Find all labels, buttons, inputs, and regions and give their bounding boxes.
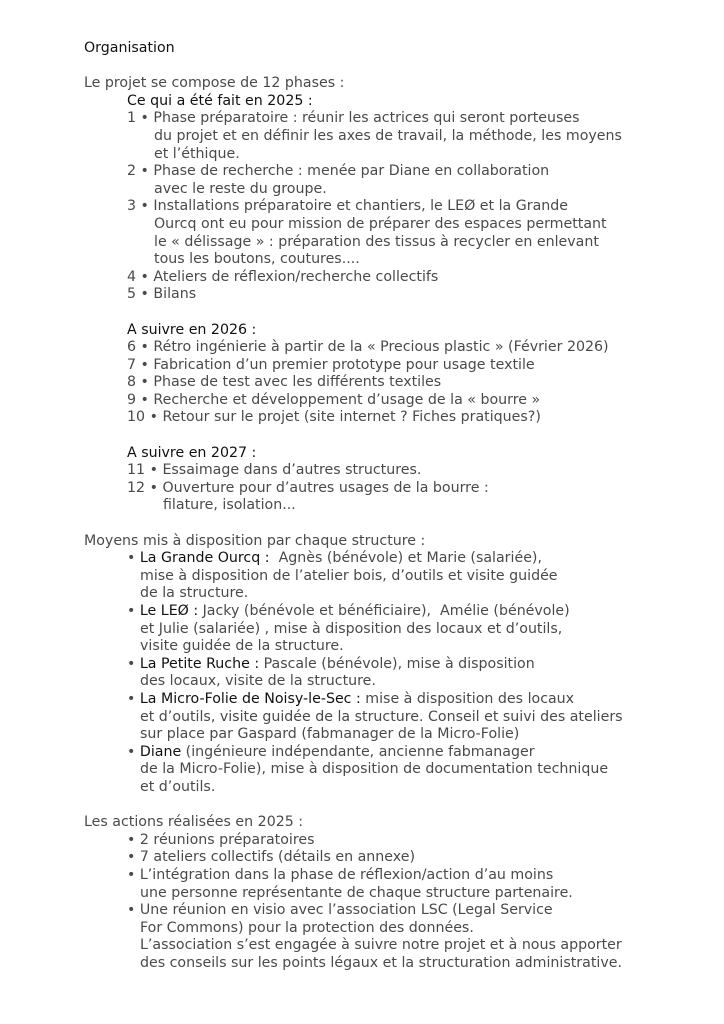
means-item (84, 603, 704, 656)
means-item (84, 691, 704, 744)
phase-text: et l’éthique. (154, 145, 240, 162)
section-2027 (84, 445, 704, 515)
section-heading: Ce qui a été fait en 2025 : (127, 92, 313, 109)
structure-detail: Jacky (bénévole et bénéficiaire), Amélie (bénévole) (198, 603, 570, 619)
means-item (84, 550, 704, 603)
structure-detail: mise à disposition de l’atelier bois, d’outils et visite guidée (140, 567, 558, 584)
document-title: Organisation (84, 40, 175, 56)
phase-text: Phase de test avec les différents textiles (153, 374, 442, 391)
phase-text: Rétro ingénierie à partir de la « Precious plastic » (Février 2026) (153, 339, 609, 356)
structure-detail: et d’outils, visite guidée de la structure. Conseil et suivi des ateliers (140, 708, 623, 725)
structure-detail: (ingénieure indépendante, ancienne fabmanager (181, 743, 535, 760)
structure-detail: de la Micro-Folie), mise à disposition de documentation technique (140, 761, 609, 778)
bullet-icon: • (127, 743, 136, 760)
phase-item (84, 163, 704, 198)
phase-item (84, 392, 704, 410)
phase-number: 2 • (127, 163, 149, 180)
phase-item (84, 110, 704, 163)
phase-number: 6 • (127, 339, 149, 356)
phase-item (84, 409, 704, 427)
structure-detail: sur place par Gaspard (fabmanager de la Micro-Folie) (140, 726, 520, 743)
means-section (84, 533, 704, 797)
action-text: L’association s’est engagée à suivre notre projet et à nous apporter (140, 937, 622, 954)
bullet-icon: • (127, 550, 136, 567)
phase-item (84, 462, 704, 480)
phase-number: 8 • (127, 374, 149, 391)
structure-name: Le LEØ : (139, 603, 199, 619)
spacer (84, 515, 704, 533)
phase-number: 5 • (127, 286, 149, 303)
structure-name: La Petite Ruche : (139, 655, 260, 672)
bullet-icon: • (127, 690, 136, 707)
phase-text: Essaimage dans d’autres structures. (162, 462, 422, 479)
structure-detail: Pascale (bénévole), mise à disposition (259, 655, 535, 672)
phase-text: Ouverture pour d’autres usages de la bourre : (162, 479, 489, 496)
phase-text: Phase préparatoire : réunir les actrices qui seront porteuses (153, 110, 580, 127)
phase-number: 12 • (127, 479, 158, 496)
structure-detail: et Julie (salariée) , mise à disposition des locaux et d’outils, (140, 620, 563, 637)
bullet-icon: • (127, 902, 136, 919)
bullet-icon: • (127, 831, 136, 848)
structure-detail: de la structure. (140, 585, 249, 602)
spacer (84, 797, 704, 815)
phase-text: Recherche et développement d’usage de la « bourre » (153, 391, 541, 408)
intro-text: Le projet se compose de 12 phases : (84, 75, 345, 92)
phase-text: le « délissage » : préparation des tissus à recycler en enlevant (154, 233, 599, 250)
phase-number: 3 • (127, 198, 149, 215)
phase-number: 7 • (127, 356, 149, 373)
phase-text: Bilans (153, 286, 197, 303)
phase-text: tous les boutons, coutures.... (154, 251, 360, 268)
document-page (84, 40, 704, 972)
phase-text: du projet et en définir les axes de travail, la méthode, les moyens (154, 127, 622, 144)
section-2026 (84, 322, 704, 428)
phase-text: Ateliers de réflexion/recherche collectifs (153, 268, 439, 285)
means-item (84, 656, 704, 691)
structure-name: La Micro-Folie de Noisy-le-Sec : (139, 690, 361, 707)
structure-name: Diane (139, 743, 182, 760)
phase-text: filature, isolation... (163, 497, 296, 514)
bullet-icon: • (127, 655, 136, 672)
section-2025 (84, 93, 704, 304)
spacer (84, 58, 704, 76)
structure-detail: et d’outils. (140, 778, 216, 795)
phase-item (84, 198, 704, 268)
means-heading: Moyens mis à disposition par chaque structure : (84, 532, 426, 549)
phase-item (84, 480, 704, 515)
structure-detail: mise à disposition des locaux (360, 690, 575, 707)
phase-item (84, 374, 704, 392)
phase-number: 1 • (127, 110, 149, 127)
phase-item (84, 339, 704, 357)
section-heading: A suivre en 2027 : (127, 444, 257, 461)
structure-detail: Agnès (bénévole) et Marie (salariée), (269, 550, 542, 567)
phase-item (84, 269, 704, 287)
phase-number: 10 • (127, 409, 158, 426)
actions-section (84, 814, 704, 972)
phase-text: Installations préparatoire et chantiers, le LEØ et la Grande (153, 198, 569, 215)
action-text: 2 réunions préparatoires (139, 831, 315, 848)
actions-heading: Les actions réalisées en 2025 : (84, 814, 304, 831)
structure-detail: des locaux, visite de la structure. (140, 673, 376, 690)
phase-number: 9 • (127, 391, 149, 408)
action-item (84, 867, 704, 902)
action-text: une personne représentante de chaque structure partenaire. (140, 884, 573, 901)
phase-text: Fabrication d’un premier prototype pour usage textile (153, 356, 535, 373)
action-item (84, 902, 704, 972)
structure-detail: visite guidée de la structure. (140, 638, 344, 655)
action-item (84, 832, 704, 850)
phase-text: avec le reste du groupe. (154, 180, 327, 197)
action-text: 7 ateliers collectifs (détails en annexe) (139, 849, 415, 866)
action-item (84, 849, 704, 867)
spacer (84, 427, 704, 445)
means-item (84, 744, 704, 797)
phase-item (84, 357, 704, 375)
action-text: Une réunion en visio avec l’association LSC (Legal Service (139, 902, 553, 919)
phase-text: Phase de recherche : menée par Diane en collaboration (153, 163, 550, 180)
bullet-icon: • (127, 849, 136, 866)
bullet-icon: • (127, 866, 136, 883)
bullet-icon: • (127, 603, 136, 619)
phase-text: Ourcq ont eu pour mission de préparer des espaces permettant (154, 215, 607, 232)
section-heading: A suivre en 2026 : (127, 321, 257, 338)
action-text: des conseils sur les points légaux et la structuration administrative. (140, 954, 622, 971)
action-text: L’intégration dans la phase de réflexion/action d’au moins (139, 866, 554, 883)
phase-item (84, 286, 704, 304)
action-text: For Commons) pour la protection des données. (140, 919, 474, 936)
phase-number: 4 • (127, 268, 149, 285)
phase-text: Retour sur le projet (site internet ? Fiches pratiques?) (162, 409, 541, 426)
phase-number: 11 • (127, 462, 158, 479)
structure-name: La Grande Ourcq : (139, 550, 270, 567)
spacer (84, 304, 704, 322)
